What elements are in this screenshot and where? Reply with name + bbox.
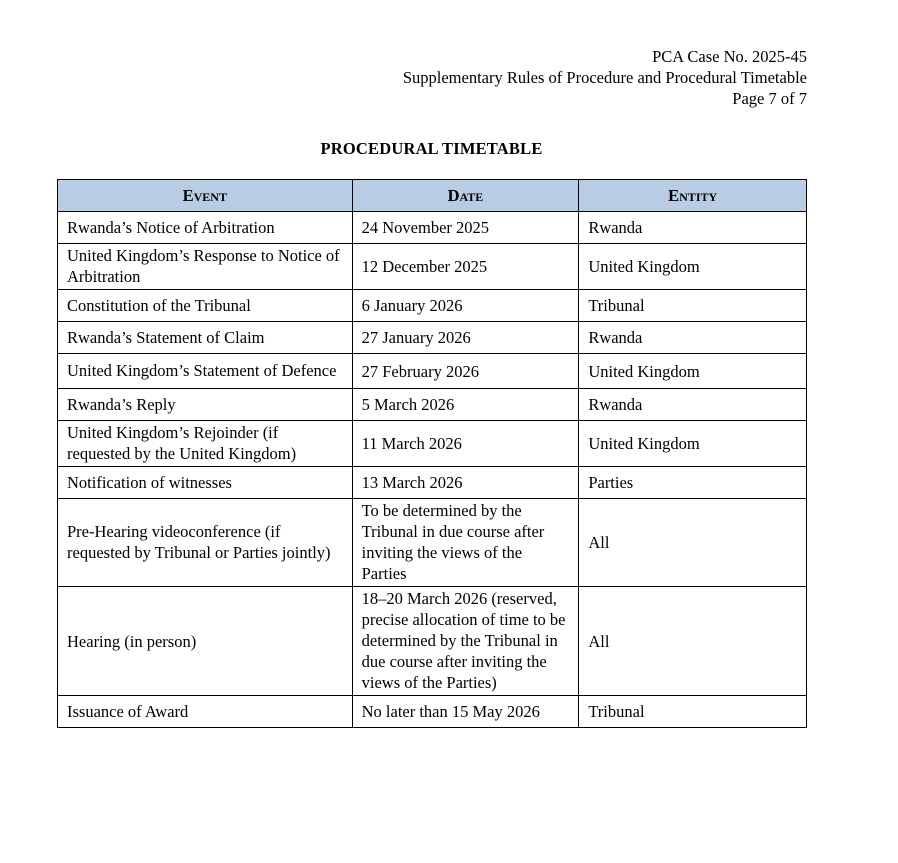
event-cell: Hearing (in person)	[58, 587, 353, 696]
date-cell: 27 January 2026	[352, 322, 579, 354]
entity-cell: Rwanda	[579, 212, 807, 244]
entity-cell: All	[579, 499, 807, 587]
table-header-row	[58, 180, 807, 212]
column-header-date: Date	[352, 180, 579, 212]
event-cell: Rwanda’s Reply	[58, 389, 353, 421]
page-title: PROCEDURAL TIMETABLE	[320, 139, 543, 158]
entity-cell: All	[579, 587, 807, 696]
event-cell: United Kingdom’s Statement of Defence	[58, 354, 353, 389]
table-row	[58, 587, 807, 696]
entity-cell: Rwanda	[579, 322, 807, 354]
table-row	[58, 290, 807, 322]
date-cell: 27 February 2026	[352, 354, 579, 389]
event-cell: Rwanda’s Notice of Arbitration	[58, 212, 353, 244]
document-header	[403, 46, 807, 109]
date-cell: 11 March 2026	[352, 421, 579, 467]
procedural-timetable-table	[57, 179, 807, 728]
date-cell: 18–20 March 2026 (reserved, precise allocation of time to be determined by the Tribunal in due course after inviting the views of the Parties)	[352, 587, 579, 696]
entity-cell: Tribunal	[579, 290, 807, 322]
column-header-entity: Entity	[579, 180, 807, 212]
case-number: PCA Case No. 2025-45	[652, 47, 807, 66]
table-row	[58, 499, 807, 587]
event-cell: Issuance of Award	[58, 696, 353, 728]
date-cell: To be determined by the Tribunal in due course after inviting the views of the Parties	[352, 499, 579, 587]
entity-cell: Tribunal	[579, 696, 807, 728]
entity-cell: Rwanda	[579, 389, 807, 421]
table-row	[58, 322, 807, 354]
date-cell: 12 December 2025	[352, 244, 579, 290]
table-row	[58, 354, 807, 389]
event-cell: United Kingdom’s Response to Notice of Arbitration	[58, 244, 353, 290]
table-row	[58, 467, 807, 499]
document-title: Supplementary Rules of Procedure and Procedural Timetable	[402, 68, 807, 87]
entity-cell: United Kingdom	[579, 244, 807, 290]
entity-cell: United Kingdom	[579, 421, 807, 467]
date-cell: 13 March 2026	[352, 467, 579, 499]
date-cell: 24 November 2025	[352, 212, 579, 244]
table-row	[58, 389, 807, 421]
table-row	[58, 421, 807, 467]
event-cell: United Kingdom’s Rejoinder (if requested by the United Kingdom)	[58, 421, 353, 467]
event-cell: Notification of witnesses	[58, 467, 353, 499]
entity-cell: Parties	[579, 467, 807, 499]
event-cell: Constitution of the Tribunal	[58, 290, 353, 322]
date-cell: No later than 15 May 2026	[352, 696, 579, 728]
date-cell: 5 March 2026	[352, 389, 579, 421]
column-header-event: Event	[58, 180, 353, 212]
date-cell: 6 January 2026	[352, 290, 579, 322]
table-row	[58, 212, 807, 244]
table-row	[58, 244, 807, 290]
entity-cell: United Kingdom	[579, 354, 807, 389]
page-label: Page 7 of 7	[732, 89, 807, 108]
event-cell: Rwanda’s Statement of Claim	[58, 322, 353, 354]
event-cell: Pre-Hearing videoconference (if requested by Tribunal or Parties jointly)	[58, 499, 353, 587]
table-row	[58, 696, 807, 728]
